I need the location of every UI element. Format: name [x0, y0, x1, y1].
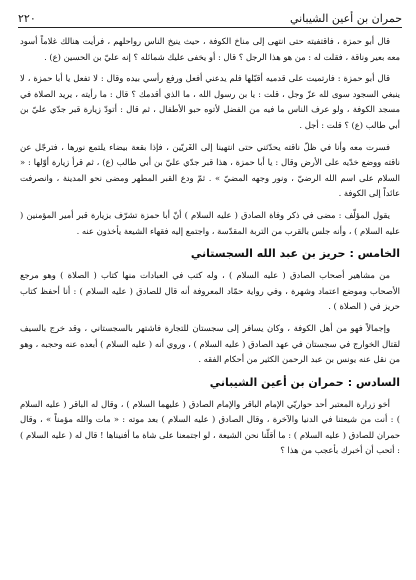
section-name: حمران بن أعين الشيباني [209, 375, 344, 389]
section-label: السادس : [347, 375, 400, 389]
section-heading [20, 375, 400, 391]
section-name: حريز بن عبد الله السجستاني [190, 247, 346, 261]
running-title: حمران بن أعين الشيباني [289, 12, 402, 25]
page-header [18, 8, 402, 26]
paragraph: أخو زرارة المعتبر أحد حواريّي الإمام الباقر والإمام الصادق ( عليهما السلام ) ، وقال له الباقر ( عليه السلام ) : أنت من شيعتنا في الدنيا والآخرة ، وقال الصادق ( عليه السلام ) بعد موته : « مات والله مؤمناً » ، وقال حمران للصادق ( عليه السلام ) : ما أقلّنا نحن الشيعة ، لو اجتمعنا على شاة ما أفنيناها ! قال له ( عليه السلام ) : أتحب أن أخبرك بأعجب من هذا ؟ [20, 398, 400, 456]
section-heading [20, 246, 400, 262]
paragraph: من مشاهير أصحاب الصادق ( عليه السلام ) ، وله كتب في العبادات منها كتاب ( الصلاة ) وهو مرجع الأصحاب وموضع اعتماد وشهرة ، وفي رواية حمّاد المعروفة أنه قال للصادق ( عليه السلام ) : أنا أحفظ كتاب حريز في ( الصلاة ) . [20, 270, 400, 312]
page-body [20, 34, 400, 465]
header-rule [18, 27, 402, 28]
paragraph: قال أبو حمزة ، فاقتفيته حتى انتهى إلى مناخ الكوفة ، حيث ينيخ الناس رواحلهم ، فرأيت هنالك غلاماً أسود معه بعير وناقة ، فقلت له : من هو هذا الرجل ؟ قال : أو يخفى عليك شمائله ؟ إنه عليّ بن الحسين (ع) . [20, 36, 400, 62]
page-number: ٢٢٠ [18, 12, 36, 25]
paragraph: فسرت معه وأنا في ظلّ ناقته يحدّثني حتى انتهينا إلى الغَريّين ، فإذا بقعة بيضاء يلتمع نورها ، فترجّل عن ناقته ووضع خدّيه على الأرض وقال : يا أبا حمزة ، هذا قبر جدّي عليّ بن أبي طالب (ع) ، ثم قرأ زيارة أوّلها : « السلام على اسم الله الرضيّ ، ونور وجهه المضيّ » . ثمّ ودع القبر المطهر ومضى نحو المدينة ، وانصرفت عائداً إلى الكوفة . [20, 141, 400, 199]
paragraph: يقول المؤلّف : مضى في ذكر وفاة الصادق ( عليه السلام ) أنّ أبا حمزة تشرّف بزيارة قبر أمير المؤمنين ( عليه السلام ) ، وأنه جلس بالقرب من التربة المقدّسة ، واجتمع إليه فقهاء الشيعة يأخذون عنه . [20, 209, 400, 236]
section-label: الخامس : [349, 247, 400, 261]
paragraph: قال أبو حمزة : فارتميت على قدميه أقبّلها فلم يدعني أفعل ورفع رأسي بيده وقال : لا تفعل يا أبا حمزة ، لا ينبغي السجود سوى لله عزّ وجل ، قلت : يا بن رسول الله ، ما الذي أقدمك ؟ قال : ما رأيته ، يريد الصلاة في مسجد الكوفة ، ولو عرف الناس ما فيه من الفضل لأتوه حبو الأطفال ، ثم قال : أتودّ زيارة قبر جدّي عليّ بن أبي طالب (ع) ؟ قلت : أجل . [20, 73, 400, 130]
paragraph: وإجمالاً فهو من أهل الكوفة ، وكان يسافر إلى سجستان للتجارة فاشتهر بالسجستاني ، وقد خرج بالسيف لقتال الخوارج في سجستان في عهد الصادق ( عليه السلام ) ، وروي أنه ( عليه السلام ) أبعده عنه وحجبه ، وهو من نقل عنه يونس بن عبد الرحمن الكثير من أحكام الفقه . [20, 322, 400, 365]
